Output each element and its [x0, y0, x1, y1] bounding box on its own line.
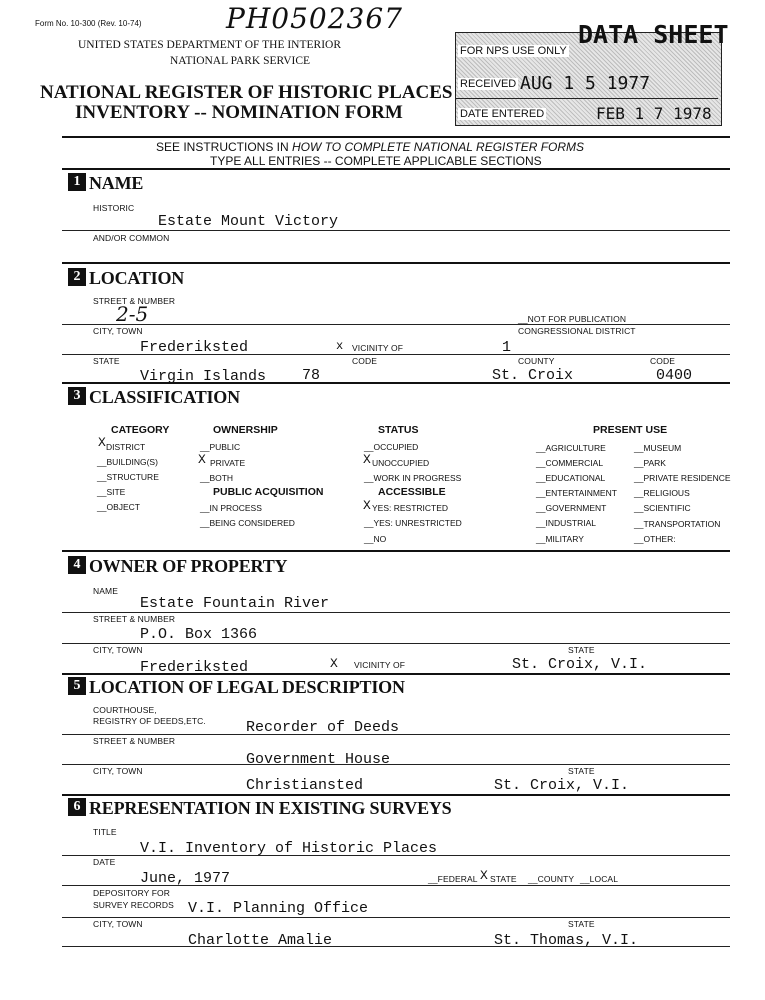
form-title-1: NATIONAL REGISTER OF HISTORIC PLACES — [40, 82, 453, 103]
county-code-label: CODE — [650, 356, 675, 366]
status-header: STATUS — [378, 424, 419, 436]
use-religious: __RELIGIOUS — [634, 488, 690, 498]
state-code: 78 — [302, 367, 321, 384]
courthouse: Recorder of Deeds — [246, 719, 400, 736]
acc-no: __NO — [364, 534, 387, 544]
received-date: AUG 1 5 1977 — [520, 73, 651, 94]
owner-vicinity-mark: X — [330, 656, 338, 671]
instructions-line-2: TYPE ALL ENTRIES -- COMPLETE APPLICABLE SECTIONS — [210, 154, 542, 168]
use-scientific: __SCIENTIFIC — [634, 503, 691, 513]
depository-label-2: SURVEY RECORDS — [93, 900, 174, 910]
depository-city-label: CITY, TOWN — [93, 919, 143, 929]
legal-state-label: STATE — [568, 766, 595, 776]
owner-city-label: CITY, TOWN — [93, 645, 143, 655]
public-acquisition-header: PUBLIC ACQUISITION — [213, 486, 324, 498]
common-label: AND/OR COMMON — [93, 233, 170, 243]
category-mark: X — [98, 435, 106, 450]
state-value: Virgin Islands — [140, 368, 267, 385]
ownership-header: OWNERSHIP — [213, 424, 278, 436]
congressional-label: CONGRESSIONAL DISTRICT — [518, 326, 636, 336]
owner-vicinity-label: VICINITY OF — [354, 660, 406, 670]
use-commercial: __COMMERCIAL — [536, 458, 604, 468]
cat-site: __SITE — [97, 487, 126, 497]
historic-name: Estate Mount Victory — [158, 213, 339, 230]
form-title-2: INVENTORY -- NOMINATION FORM — [75, 102, 403, 123]
use-agriculture: __AGRICULTURE — [536, 443, 606, 453]
present-use-header: PRESENT USE — [593, 424, 668, 436]
stat-unoccupied: UNOCCUPIED — [372, 458, 430, 468]
survey-federal: __FEDERAL — [428, 874, 478, 884]
status-mark: X — [363, 452, 371, 467]
vicinity-mark: x — [336, 339, 344, 353]
owner-street: P.O. Box 1366 — [140, 626, 258, 643]
acc-yes-restricted: YES: RESTRICTED — [372, 503, 449, 513]
section-6-heading: 6 REPRESENTATION IN EXISTING SURVEYS — [68, 798, 452, 819]
accessible-mark: X — [363, 498, 371, 513]
legal-city: Christiansted — [246, 777, 364, 794]
city-label: CITY, TOWN — [93, 326, 143, 336]
cat-building: __BUILDING(S) — [97, 457, 158, 467]
cat-structure: __STRUCTURE — [97, 472, 159, 482]
service: NATIONAL PARK SERVICE — [170, 55, 311, 67]
use-transportation: __TRANSPORTATION — [634, 519, 721, 529]
acc-yes-unrestricted: __YES: UNRESTRICTED — [364, 518, 462, 528]
survey-state-mark: X — [480, 868, 488, 883]
vicinity-label: VICINITY OF — [352, 343, 404, 353]
department: UNITED STATES DEPARTMENT OF THE INTERIOR — [78, 39, 342, 51]
category-header: CATEGORY — [111, 424, 170, 436]
owner-street-label: STREET & NUMBER — [93, 614, 176, 624]
courthouse-label-1: COURTHOUSE, — [93, 705, 157, 715]
accessible-header: ACCESSIBLE — [378, 486, 446, 498]
own-public: __PUBLIC — [200, 442, 241, 452]
use-park: __PARK — [634, 458, 666, 468]
county-value: St. Croix — [492, 367, 574, 384]
legal-city-label: CITY, TOWN — [93, 766, 143, 776]
owner-state: St. Croix, V.I. — [512, 656, 648, 673]
instructions-line-1: SEE INSTRUCTIONS IN HOW TO COMPLETE NATIONAL REGISTER FORMS — [156, 140, 585, 154]
historic-label: HISTORIC — [93, 203, 135, 213]
stat-occupied: __OCCUPIED — [364, 442, 419, 452]
section-2-heading: 2 LOCATION — [68, 268, 184, 289]
owner-name-label: NAME — [93, 586, 118, 596]
ownership-mark: X — [198, 452, 206, 467]
use-other: __OTHER: — [634, 534, 676, 544]
use-industrial: __INDUSTRIAL — [536, 518, 596, 528]
survey-date-label: DATE — [93, 857, 116, 867]
acq-being-considered: __BEING CONSIDERED — [200, 518, 295, 528]
acq-in-process: __IN PROCESS — [200, 503, 262, 513]
survey-title-label: TITLE — [93, 827, 117, 837]
use-government: __GOVERNMENT — [536, 503, 607, 513]
use-museum: __MUSEUM — [634, 443, 682, 453]
use-military: __MILITARY — [536, 534, 584, 544]
own-both: __BOTH — [200, 473, 234, 483]
use-private-residence: __PRIVATE RESIDENCE — [634, 473, 731, 483]
depository-state-label: STATE — [568, 919, 595, 929]
section-4-heading: 4 OWNER OF PROPERTY — [68, 556, 287, 577]
street-label: STREET & NUMBER — [93, 296, 176, 306]
street-handwritten: 2-5 — [116, 302, 149, 326]
received-label: RECEIVED — [460, 78, 517, 90]
legal-street: Government House — [246, 751, 391, 768]
use-educational: __EDUCATIONAL — [536, 473, 606, 483]
courthouse-label-2: REGISTRY OF DEEDS,ETC. — [93, 716, 206, 726]
nps-use-label: FOR NPS USE ONLY — [460, 45, 567, 57]
handwritten-id: PH0502367 — [226, 2, 403, 35]
depository-city: Charlotte Amalie — [188, 932, 333, 949]
depository-label-1: DEPOSITORY FOR — [93, 888, 170, 898]
depository: V.I. Planning Office — [188, 900, 369, 917]
owner-city: Frederiksted — [140, 659, 249, 676]
section-5-heading: 5 LOCATION OF LEGAL DESCRIPTION — [68, 677, 405, 698]
survey-local: __LOCAL — [580, 874, 619, 884]
congressional-district: 1 — [502, 339, 512, 356]
form-number: Form No. 10-300 (Rev. 10-74) — [35, 19, 142, 28]
date-entered-label: DATE ENTERED — [460, 108, 545, 120]
owner-name: Estate Fountain River — [140, 595, 330, 612]
county-label: COUNTY — [518, 356, 555, 366]
survey-title: V.I. Inventory of Historic Places — [140, 840, 438, 857]
section-3-heading: 3 CLASSIFICATION — [68, 387, 240, 408]
state-label: STATE — [93, 356, 120, 366]
depository-state: St. Thomas, V.I. — [494, 932, 639, 949]
city-value: Frederiksted — [140, 339, 249, 356]
survey-date: June, 1977 — [140, 870, 231, 887]
own-private: PRIVATE — [210, 458, 246, 468]
code-label: CODE — [352, 356, 377, 366]
stat-work-in-progress: __WORK IN PROGRESS — [364, 473, 462, 483]
county-code: 0400 — [656, 367, 693, 384]
survey-county: __COUNTY — [528, 874, 575, 884]
legal-state: St. Croix, V.I. — [494, 777, 630, 794]
cat-object: __OBJECT — [97, 502, 140, 512]
use-entertainment: __ENTERTAINMENT — [536, 488, 617, 498]
legal-street-label: STREET & NUMBER — [93, 736, 176, 746]
section-1-heading: 1 NAME — [68, 173, 143, 194]
owner-state-label: STATE — [568, 645, 595, 655]
data-sheet-stamp: DATA SHEET — [578, 20, 729, 49]
survey-state-option: STATE — [490, 874, 517, 884]
date-entered: FEB 1 7 1978 — [596, 104, 712, 123]
cat-district: DISTRICT — [106, 442, 146, 452]
not-for-publication: __NOT FOR PUBLICATION — [518, 314, 627, 324]
